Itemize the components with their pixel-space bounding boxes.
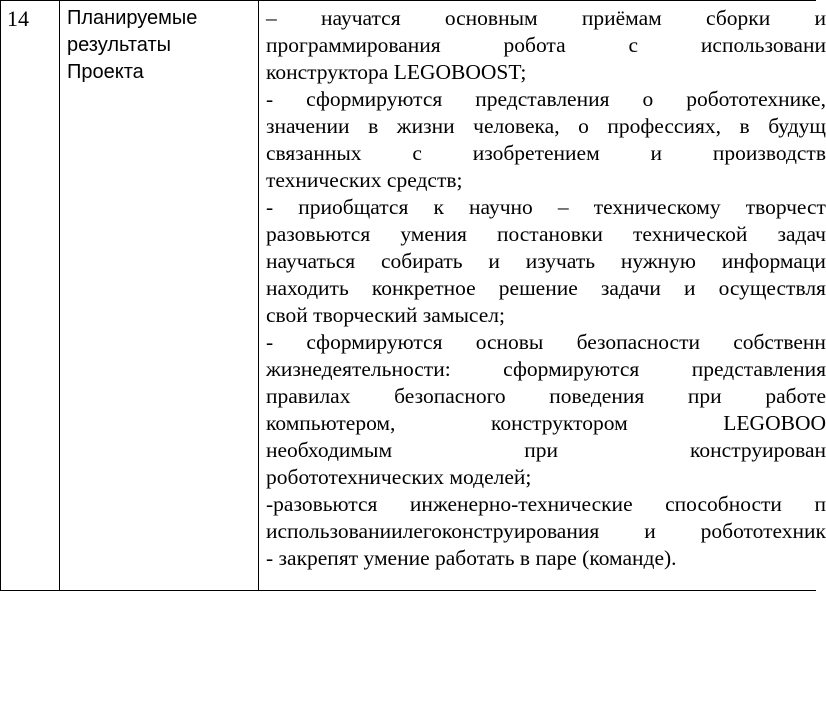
content-word: решение	[498, 276, 578, 300]
content-line	[266, 275, 826, 302]
content-word: сформируются	[306, 87, 443, 111]
content-word: связанных	[266, 141, 362, 165]
content-word: необходимым	[266, 438, 393, 462]
content-word: будущ	[768, 114, 826, 138]
content-word: задачи	[600, 276, 661, 300]
content-word: к	[433, 195, 444, 219]
content-line: свой творческий замысел;	[266, 303, 505, 327]
content-line	[266, 32, 826, 59]
content-word: использованиилегоконструирования	[266, 519, 600, 543]
row-label-cell	[67, 5, 245, 86]
content-line	[266, 491, 826, 518]
content-word: технической	[632, 222, 748, 246]
content-word: безопасности	[576, 330, 700, 354]
content-word: программирования	[266, 33, 441, 57]
content-word: умения	[400, 222, 467, 246]
content-word: с	[412, 141, 422, 165]
content-line	[266, 437, 826, 464]
content-word: постановки	[496, 222, 603, 246]
content-word: о	[642, 87, 654, 111]
content-word: основы	[475, 330, 544, 354]
content-word: и	[683, 276, 696, 300]
content-word: -	[266, 330, 274, 354]
content-word: поведения	[549, 384, 645, 408]
content-word: и	[488, 249, 500, 273]
content-line	[266, 113, 826, 140]
content-word: конструирован	[690, 438, 826, 462]
content-word: научно	[469, 195, 533, 219]
content-line	[266, 410, 826, 437]
content-word: человека,	[473, 114, 560, 138]
content-word: в	[368, 114, 379, 138]
content-word: -разовьются	[266, 492, 378, 516]
content-word: с	[628, 33, 639, 57]
content-word: представления	[475, 87, 610, 111]
content-word: о	[578, 114, 589, 138]
content-line	[266, 383, 826, 410]
row-content-cell	[266, 5, 826, 572]
content-line: технических средств;	[266, 168, 463, 192]
content-line	[266, 86, 826, 113]
row-number-cell	[7, 5, 29, 32]
content-line: - закрепят умение работать в паре (команде).	[266, 546, 677, 570]
content-word: инженерно-технические	[409, 492, 633, 516]
content-word: научатся	[320, 6, 401, 30]
content-line	[266, 329, 826, 356]
content-word: сборки	[706, 6, 771, 30]
content-line	[266, 221, 826, 248]
content-word: разовьются	[266, 222, 371, 246]
content-word: задач	[777, 222, 826, 246]
content-word: робототехник	[700, 519, 826, 543]
content-word: способности	[665, 492, 782, 516]
row-label-line: результаты	[67, 34, 171, 56]
content-word: конкретное	[371, 276, 476, 300]
row-number: 14	[7, 6, 29, 31]
content-line	[266, 194, 826, 221]
content-word: –	[266, 6, 277, 30]
content-line	[266, 5, 826, 32]
content-word: и	[644, 519, 656, 543]
content-word: LEGOBOO	[723, 411, 826, 435]
content-word: жизни	[396, 114, 455, 138]
content-word: сформируются	[306, 330, 443, 354]
content-word: осуществля	[718, 276, 826, 300]
content-word: творчест	[745, 195, 826, 219]
column-divider-1	[59, 1, 60, 590]
content-word: конструктором	[490, 411, 628, 435]
content-word: в	[739, 114, 750, 138]
content-word: работе	[765, 384, 826, 408]
content-word: приёмам	[581, 6, 662, 30]
content-word: приобщатся	[298, 195, 409, 219]
content-word: робототехнике,	[686, 87, 826, 111]
content-line: робототехнических моделей;	[266, 465, 532, 489]
content-line	[266, 518, 826, 545]
content-word: производств	[712, 141, 826, 165]
content-word: жизнедеятельности:	[266, 357, 451, 381]
row-label-line: Проекта	[67, 61, 144, 83]
content-word: сформируются	[503, 357, 640, 381]
content-word: –	[557, 195, 569, 219]
content-word: представления	[691, 357, 826, 381]
content-word: использовани	[700, 33, 826, 57]
content-word: робота	[503, 33, 566, 57]
content-word: находить	[266, 276, 349, 300]
content-word: основным	[444, 6, 538, 30]
content-word: техническому	[593, 195, 721, 219]
content-word: и	[650, 141, 662, 165]
content-word: при	[524, 438, 558, 462]
content-word: профессиях,	[607, 114, 721, 138]
content-word: изобретением	[472, 141, 600, 165]
content-word: значении	[266, 114, 350, 138]
content-word: изучать	[525, 249, 596, 273]
content-word: -	[266, 87, 274, 111]
content-word: и	[814, 6, 826, 30]
content-word: собственн	[733, 330, 826, 354]
content-line	[266, 140, 826, 167]
content-word: безопасного	[394, 384, 506, 408]
row-label-line: Планируемые	[67, 7, 198, 29]
content-word: при	[687, 384, 722, 408]
content-word: -	[266, 195, 274, 219]
table-left-border	[0, 1, 1, 590]
content-word: собирать	[380, 249, 463, 273]
content-line	[266, 356, 826, 383]
content-word: нужную	[620, 249, 696, 273]
content-word: п	[814, 492, 826, 516]
content-word: информаци	[721, 249, 826, 273]
content-word: компьютером,	[266, 411, 396, 435]
content-word: научаться	[266, 249, 356, 273]
content-word: правилах	[266, 384, 351, 408]
content-line: конструктора LEGOBOOST;	[266, 60, 527, 84]
content-line	[266, 248, 826, 275]
column-divider-2	[258, 1, 259, 590]
